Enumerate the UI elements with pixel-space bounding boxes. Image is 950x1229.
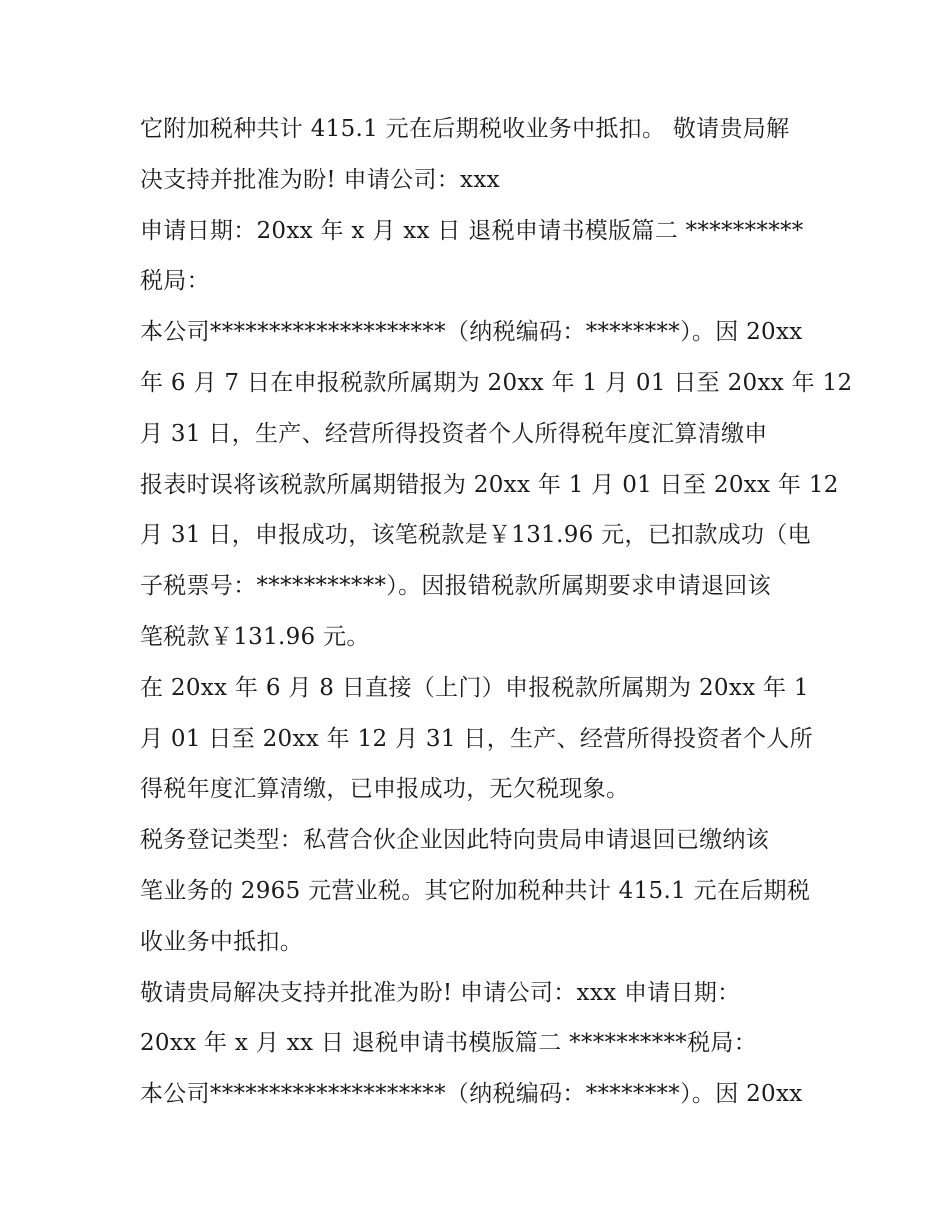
text-line: 本公司********************（纳税编码：********）。因 20xx	[140, 319, 803, 346]
text-line: 得税年度汇算清缴，已申报成功，无欠税现象。	[140, 776, 630, 803]
text-line: 年 6 月 7 日在申报税款所属期为 20xx 年 1 月 01 日至 20xx 年 12	[140, 369, 853, 396]
text-line: 月 31 日，生产、经营所得投资者个人所得税年度汇算清缴申	[140, 420, 768, 447]
text-line: 决支持并批准为盼! 申请公司：xxx	[140, 166, 500, 193]
text-line: 月 01 日至 20xx 年 12 月 31 日，生产、经营所得投资者个人所	[140, 725, 813, 752]
text-line: 笔业务的 2965 元营业税。其它附加税种共计 415.1 元在后期税	[140, 877, 811, 904]
text-line: 20xx 年 x 月 xx 日 退税申请书模版篇二 **********税局：	[140, 1030, 757, 1057]
text-line: 收业务中抵扣。	[140, 928, 304, 955]
text-line: 月 31 日，申报成功，该笔税款是￥131.96 元，已扣款成功（电	[140, 522, 811, 549]
text-line: 税局：	[140, 268, 210, 295]
text-line: 在 20xx 年 6 月 8 日直接（上门）申报税款所属期为 20xx 年 1	[140, 674, 809, 701]
text-line: 笔税款￥131.96 元。	[140, 623, 370, 650]
text-line: 报表时误将该税款所属期错报为 20xx 年 1 月 01 日至 20xx 年 12	[140, 471, 839, 498]
text-line: 敬请贵局解决支持并批准为盼! 申请公司：xxx 申请日期：	[140, 979, 741, 1006]
text-line: 申请日期：20xx 年 x 月 xx 日 退税申请书模版篇二 **********	[140, 217, 804, 244]
text-line: 税务登记类型：私营合伙企业因此特向贵局申请退回已缴纳该	[140, 827, 770, 854]
text-line: 子税票号：***********）。因报错税款所属期要求申请退回该	[140, 573, 771, 600]
text-line: 本公司********************（纳税编码：********）。因 20xx	[140, 1081, 803, 1108]
document-body	[140, 104, 853, 1120]
text-line: 它附加税种共计 415.1 元在后期税收业务中抵扣。 敬请贵局解	[140, 116, 790, 142]
